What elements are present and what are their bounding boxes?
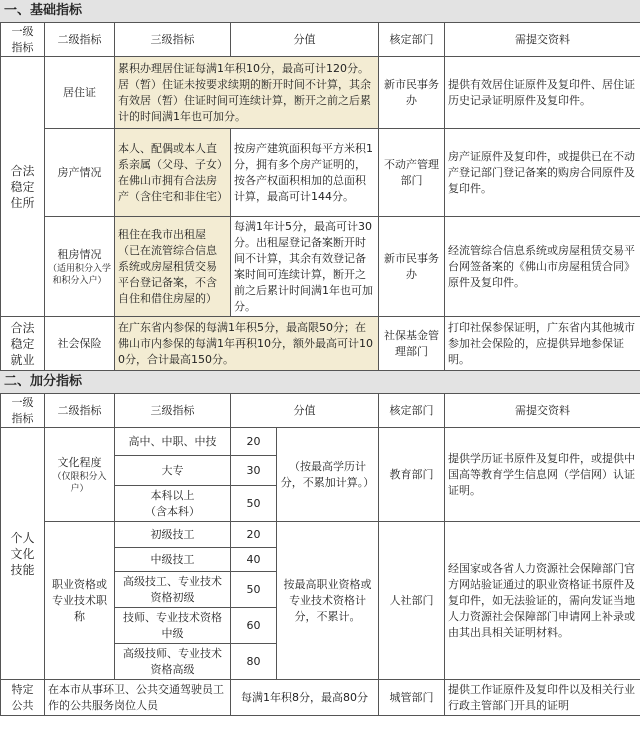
- level3-property: 本人、配偶或本人直系亲属（父母、子女）在佛山市拥有合法房产（含住宅和非住宅）: [115, 129, 231, 217]
- section-basic-title: 一、基础指标: [0, 0, 640, 22]
- header-level3: 三级指标: [115, 23, 231, 57]
- table-row: [1, 57, 640, 129]
- skill-item-junior: 初级技工: [115, 522, 231, 548]
- level2-rental-note: （适用积分入学和积分入户）: [48, 263, 112, 286]
- table-header-row: [1, 394, 640, 428]
- skill-score-senior: 50: [231, 572, 277, 608]
- score-special-public: 每满1年积8分，最高80分: [231, 680, 379, 716]
- header-dept: 核定部门: [379, 394, 445, 428]
- edu-score-high-school: 20: [231, 428, 277, 456]
- table-row: [1, 217, 640, 317]
- score-rental: 每满1年计5分，最高可计30分。出租屋登记备案断开时间不计算，其余有效登记备案时间可连续计算，断开之前之后累计时间满1年也可加分。: [231, 217, 379, 317]
- level3-rental: 租住在我市出租屋（已在流管综合信息系统或房屋租赁交易平台登记备案，不含自住和借住房屋的）: [115, 217, 231, 317]
- materials-skills: 经国家或各省人力资源社会保障部门官方网站验证通过的职业资格证书原件及复印件，如无法验证的，需向发证当地人力资源社会保障部门申请网上补录或由其出具相关证明材料。: [445, 522, 640, 680]
- edu-item-high-school: 高中、中职、中技: [115, 428, 231, 456]
- header-level2: 二级指标: [45, 394, 115, 428]
- materials-rental: 经流管综合信息系统或房屋租赁交易平台网签备案的《佛山市房屋租赁合同》原件及复印件。: [445, 217, 640, 317]
- table-row: [1, 680, 640, 716]
- section-bonus-title: 二、加分指标: [0, 371, 640, 393]
- level1-employment: 合法 稳定 就业: [1, 317, 45, 371]
- score-residence-permit: 累积办理居住证每满1年积10分，最高可计120分。居（暂）住证未按要求续期的断开时间不计算，其余有效居（暂）住证时间可连续计算，断开之前之后累计的时间满1年也可加分。: [115, 57, 379, 129]
- materials-social-insurance: 打印社保参保证明，广东省内其他城市参加社会保险的，应提供异地参保证明。: [445, 317, 640, 371]
- level1-skills: 个人 文化 技能: [1, 428, 45, 680]
- skill-score-intermediate: 40: [231, 548, 277, 572]
- score-social-insurance: 在广东省内参保的每满1年积5分，最高限50分；在佛山市内参保的每满1年再积10分，额外最高可计100分，合计最高150分。: [115, 317, 379, 371]
- level2-education: [45, 428, 115, 522]
- level2-social-insurance: 社会保险: [45, 317, 115, 371]
- level2-property: 房产情况: [45, 129, 115, 217]
- level3-special-public: 在本市从事环卫、公共交通驾驶员工作的公共服务岗位人员: [45, 680, 231, 716]
- materials-residence-permit: 提供有效居住证原件及复印件、居住证历史记录证明原件及复印件。: [445, 57, 640, 129]
- level1-special-public: 特定 公共: [1, 680, 45, 716]
- header-score: 分值: [231, 394, 379, 428]
- score-property: 按房产建筑面积每平方米积1分，拥有多个房产证明的，按各产权面积相加的总面积计算，最高可计144分。: [231, 129, 379, 217]
- materials-property: 房产证原件及复印件，或提供已在不动产登记部门登记备案的购房合同原件及复印件。: [445, 129, 640, 217]
- level2-education-label: 文化程度: [57, 455, 102, 469]
- dept-rental: 新市民事务办: [379, 217, 445, 317]
- header-score: 分值: [231, 23, 379, 57]
- skill-item-senior-technician: 高级技师、专业技术资格高级: [115, 644, 231, 680]
- table-row: [1, 522, 640, 548]
- header-level2: 二级指标: [45, 23, 115, 57]
- level2-rental-label: 租房情况: [57, 247, 102, 261]
- dept-special-public: 城管部门: [379, 680, 445, 716]
- dept-education: 教育部门: [379, 428, 445, 522]
- materials-education: 提供学历证书原件及复印件，或提供中国高等教育学生信息网（学信网）认证证明。: [445, 428, 640, 522]
- level2-residence-permit: 居住证: [45, 57, 115, 129]
- header-dept: 核定部门: [379, 23, 445, 57]
- level2-education-note: （仅限积分入户）: [52, 471, 107, 494]
- dept-skills: 人社部门: [379, 522, 445, 680]
- table-row: [1, 129, 640, 217]
- header-level1: 一级 指标: [1, 23, 45, 57]
- materials-special-public: 提供工作证原件及复印件以及相关行业行政主管部门开具的证明: [445, 680, 640, 716]
- edu-scoring-rule: （按最高学历计分，不累加计算。）: [277, 428, 379, 522]
- header-level3: 三级指标: [115, 394, 231, 428]
- table-row: [1, 428, 640, 456]
- skill-score-senior-technician: 80: [231, 644, 277, 680]
- edu-item-college: 大专: [115, 456, 231, 486]
- table-row: [1, 317, 640, 371]
- dept-residence-permit: 新市民事务办: [379, 57, 445, 129]
- dept-property: 不动产管理部门: [379, 129, 445, 217]
- level2-rental: [45, 217, 115, 317]
- edu-score-bachelor: 50: [231, 486, 277, 522]
- basic-indicators-table: [0, 22, 640, 371]
- dept-social-insurance: 社保基金管理部门: [379, 317, 445, 371]
- header-materials: 需提交资料: [445, 23, 640, 57]
- skill-scoring-rule: 按最高职业资格或专业技术资格计分，不累计。: [277, 522, 379, 680]
- skill-item-senior: 高级技工、专业技术资格初级: [115, 572, 231, 608]
- skill-score-technician: 60: [231, 608, 277, 644]
- header-level1: 一级 指标: [1, 394, 45, 428]
- bonus-indicators-table: [0, 393, 640, 716]
- skill-item-intermediate: 中级技工: [115, 548, 231, 572]
- skill-score-junior: 20: [231, 522, 277, 548]
- header-materials: 需提交资料: [445, 394, 640, 428]
- edu-score-college: 30: [231, 456, 277, 486]
- skill-item-technician: 技师、专业技术资格中级: [115, 608, 231, 644]
- level2-qualification: 职业资格或专业技术职称: [45, 522, 115, 680]
- edu-item-bachelor: 本科以上 （含本科）: [115, 486, 231, 522]
- table-header-row: [1, 23, 640, 57]
- level1-residence: 合法 稳定 住所: [1, 57, 45, 317]
